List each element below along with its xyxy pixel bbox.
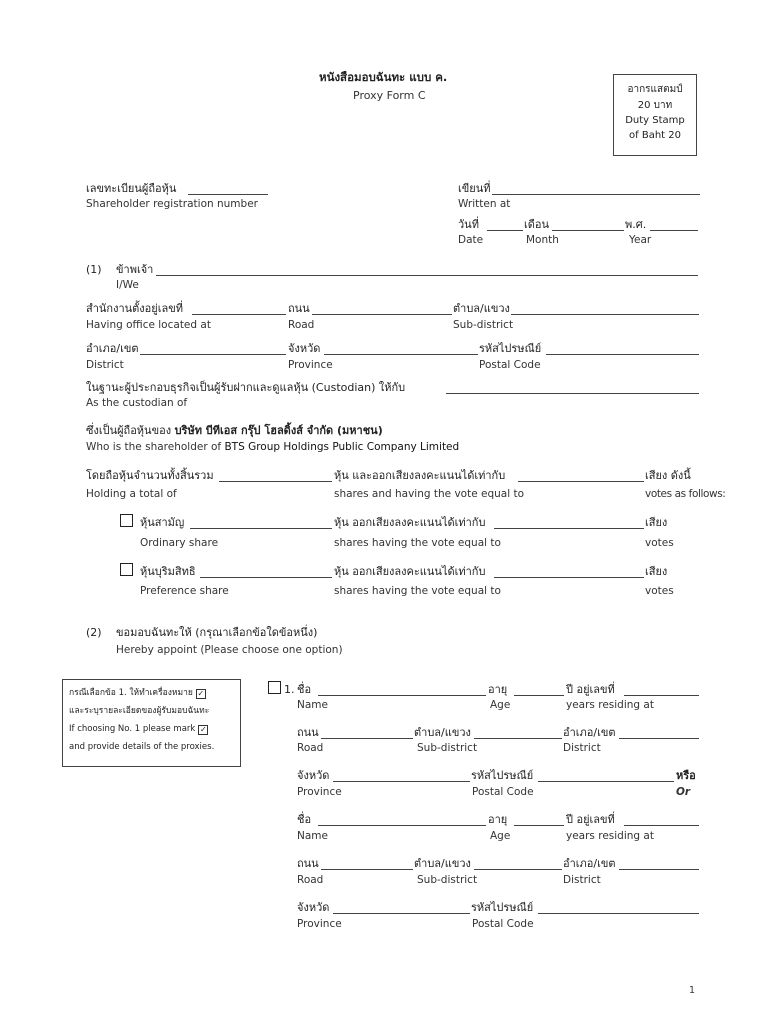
proxy1-subdistrict-field[interactable] xyxy=(474,738,562,739)
ordinary-label-en: Ordinary share xyxy=(140,537,219,549)
written-at-field[interactable] xyxy=(492,194,700,195)
date-day-th: วันที่ xyxy=(458,218,479,231)
date-month-field[interactable] xyxy=(552,230,624,231)
province-field[interactable] xyxy=(324,354,478,355)
ordinary-votes-field[interactable] xyxy=(494,528,644,529)
preference-votes-label-en: votes xyxy=(645,585,674,597)
iwe-label-en: I/We xyxy=(116,279,139,291)
proxy-option1-checkbox[interactable] xyxy=(268,681,281,694)
proxy2-subdistrict-label-en: Sub-district xyxy=(417,874,478,886)
or-label-en: Or xyxy=(676,786,691,798)
proxy1-postal-label-en: Postal Code xyxy=(472,786,534,798)
proxy1-residing-label-th: ปี อยู่เลขที่ xyxy=(566,683,615,696)
proxy1-district-label-en: District xyxy=(563,742,601,754)
proxy1-residing-label-en: years residing at xyxy=(566,699,654,711)
proxy2-postal-field[interactable] xyxy=(538,913,699,914)
instruction-note-box xyxy=(62,679,241,767)
ordinary-votes-label-en: votes xyxy=(645,537,674,549)
holding-label-th: โดยถือหุ้นจำนวนทั้งสิ้นรวม xyxy=(86,469,214,482)
reg-number-field[interactable] xyxy=(188,194,268,195)
proxy1-age-field[interactable] xyxy=(514,695,564,696)
date-day-field[interactable] xyxy=(487,230,523,231)
iwe-label-th: ข้าพเจ้า xyxy=(116,263,154,276)
district-label-en: District xyxy=(86,359,124,371)
holding-total-field[interactable] xyxy=(219,481,332,482)
proxy2-age-label-th: อายุ xyxy=(488,813,508,826)
ordinary-vote-label-th: หุ้น ออกเสียงลงคะแนนได้เท่ากับ xyxy=(334,516,486,529)
section2-number: (2) xyxy=(86,626,102,639)
preference-vote-label-en: shares having the vote equal to xyxy=(334,585,501,597)
stamp-line3: Duty Stamp xyxy=(625,115,685,126)
subdistrict-field[interactable] xyxy=(511,314,699,315)
province-label-th: จังหวัด xyxy=(288,342,321,355)
custodian-label-en: As the custodian of xyxy=(86,397,188,409)
proxy1-age-label-th: อายุ xyxy=(488,683,508,696)
preference-share-checkbox[interactable] xyxy=(120,563,133,576)
proxy2-province-label-th: จังหวัด xyxy=(297,901,330,914)
check-mark-icon: ✓ xyxy=(197,689,205,698)
date-month-en: Month xyxy=(526,234,559,246)
subdistrict-label-en: Sub-district xyxy=(453,319,514,331)
iwe-field[interactable] xyxy=(156,275,698,276)
proxy1-subdistrict-label-th: ตำบล/แขวง xyxy=(414,726,471,739)
proxy2-postal-label-en: Postal Code xyxy=(472,918,534,930)
proxy1-postal-field[interactable] xyxy=(538,781,674,782)
date-year-field[interactable] xyxy=(650,230,698,231)
reg-label-en: Shareholder registration number xyxy=(86,198,258,210)
proxy1-province-label-en: Province xyxy=(297,786,342,798)
duty-stamp-box xyxy=(613,74,697,156)
proxy2-name-field[interactable] xyxy=(318,825,486,826)
custodian-field[interactable] xyxy=(446,393,699,394)
preference-label-th: หุ้นบุริมสิทธิ xyxy=(140,565,196,578)
note-line1-en: If choosing No. 1 please mark ✓ xyxy=(69,724,207,734)
company-name-th: บริษัท บีทีเอส กรุ๊ป โฮลดิ้งส์ จำกัด (มหาชน) xyxy=(174,424,383,437)
postal-label-en: Postal Code xyxy=(479,359,541,371)
ordinary-shares-field[interactable] xyxy=(190,528,332,529)
note-line2-en: and provide details of the proxies. xyxy=(69,742,215,752)
proxy2-province-field[interactable] xyxy=(333,913,470,914)
subdistrict-label-th: ตำบล/แขวง xyxy=(453,302,510,315)
stamp-line2: 20 บาท xyxy=(637,100,673,111)
date-month-th: เดือน xyxy=(524,218,550,231)
appoint-label-th: ขอมอบฉันทะให้ (กรุณาเลือกข้อใดข้อหนึ่ง) xyxy=(116,626,318,639)
shareholder-pre-th: ซึ่งเป็นผู้ถือหุ้นของ xyxy=(86,424,172,437)
shares-vote-label-en: shares and having the vote equal to xyxy=(334,488,525,500)
ordinary-vote-label-en: shares having the vote equal to xyxy=(334,537,501,549)
proxy1-house-number-field[interactable] xyxy=(624,695,699,696)
office-label-en: Having office located at xyxy=(86,319,211,331)
proxy2-name-label-th: ชื่อ xyxy=(297,813,312,826)
road-label-th: ถนน xyxy=(288,302,310,315)
votes-follow-label-th: เสียง ดังนี้ xyxy=(645,469,691,482)
proxy2-district-field[interactable] xyxy=(619,869,699,870)
proxy2-age-label-en: Age xyxy=(490,830,511,842)
proxy2-road-field[interactable] xyxy=(321,869,413,870)
road-field[interactable] xyxy=(312,314,452,315)
proxy2-subdistrict-field[interactable] xyxy=(474,869,562,870)
district-label-th: อำเภอ/เขต xyxy=(86,342,139,355)
stamp-line4: of Baht 20 xyxy=(629,130,681,141)
road-label-en: Road xyxy=(288,319,315,331)
shareholder-of-th xyxy=(86,425,383,436)
proxy2-residing-label-th: ปี อยู่เลขที่ xyxy=(566,813,615,826)
written-at-label-th: เขียนที่ xyxy=(458,182,491,195)
proxy2-district-label-en: District xyxy=(563,874,601,886)
proxy1-province-label-th: จังหวัด xyxy=(297,769,330,782)
shareholder-pre-en: Who is the shareholder of xyxy=(86,441,222,453)
preference-votes-label-th: เสียง xyxy=(645,565,668,578)
note-line2-th: และระบุรายละเอียดของผู้รับมอบฉันทะ xyxy=(69,706,210,716)
date-day-en: Date xyxy=(458,234,484,246)
proxy2-district-label-th: อำเภอ/เขต xyxy=(563,857,616,870)
proxy1-road-label-en: Road xyxy=(297,742,324,754)
preference-votes-field[interactable] xyxy=(494,577,644,578)
proxy2-road-label-th: ถนน xyxy=(297,857,319,870)
proxy2-subdistrict-label-th: ตำบล/แขวง xyxy=(414,857,471,870)
total-votes-field[interactable] xyxy=(518,481,644,482)
proxy1-road-field[interactable] xyxy=(321,738,413,739)
postal-label-th: รหัสไปรษณีย์ xyxy=(479,342,542,355)
proxy2-age-field[interactable] xyxy=(514,825,564,826)
preference-label-en: Preference share xyxy=(140,585,229,597)
district-field[interactable] xyxy=(140,354,286,355)
proxy2-house-number-field[interactable] xyxy=(624,825,699,826)
office-number-field[interactable] xyxy=(192,314,286,315)
preference-vote-label-th: หุ้น ออกเสียงลงคะแนนได้เท่ากับ xyxy=(334,565,486,578)
postal-field[interactable] xyxy=(546,354,699,355)
ordinary-votes-label-th: เสียง xyxy=(645,516,668,529)
custodian-label-th: ในฐานะผู้ประกอบธุรกิจเป็นผู้รับฝากและดูแลหุ้น (Custodian) ให้กับ xyxy=(86,381,406,394)
proxy1-road-label-th: ถนน xyxy=(297,726,319,739)
province-label-en: Province xyxy=(288,359,333,371)
page-number: 1 xyxy=(689,985,696,996)
form-title-en: Proxy Form C xyxy=(353,89,426,102)
proxy2-road-label-en: Road xyxy=(297,874,324,886)
proxy1-name-field[interactable] xyxy=(318,695,486,696)
reg-label-th: เลขทะเบียนผู้ถือหุ้น xyxy=(86,182,177,195)
ordinary-share-checkbox[interactable] xyxy=(120,514,133,527)
proxy1-age-label-en: Age xyxy=(490,699,511,711)
proxy1-province-field[interactable] xyxy=(333,781,470,782)
ordinary-label-th: หุ้นสามัญ xyxy=(140,516,185,529)
form-title-th: หนังสือมอบฉันทะ แบบ ค. xyxy=(319,70,448,84)
proxy1-district-field[interactable] xyxy=(619,738,699,739)
office-label-th: สำนักงานตั้งอยู่เลขที่ xyxy=(86,302,183,315)
note-line1-th: กรณีเลือกข้อ 1. ให้ทำเครื่องหมาย ✓ xyxy=(69,688,205,698)
or-label-th: หรือ xyxy=(676,769,696,782)
shareholder-of-en xyxy=(86,442,459,453)
proxy2-name-label-en: Name xyxy=(297,830,328,842)
date-year-th: พ.ศ. xyxy=(625,218,647,231)
proxy1-postal-label-th: รหัสไปรษณีย์ xyxy=(471,769,534,782)
shares-vote-label-th: หุ้น และออกเสียงลงคะแนนได้เท่ากับ xyxy=(334,469,506,482)
proxy1-district-label-th: อำเภอ/เขต xyxy=(563,726,616,739)
proxy2-postal-label-th: รหัสไปรษณีย์ xyxy=(471,901,534,914)
date-year-en: Year xyxy=(629,234,652,246)
proxy2-province-label-en: Province xyxy=(297,918,342,930)
proxy1-name-label-th: ชื่อ xyxy=(297,683,312,696)
holding-label-en: Holding a total of xyxy=(86,488,177,500)
written-at-label-en: Written at xyxy=(458,198,511,210)
section1-number: (1) xyxy=(86,263,102,276)
check-mark-icon: ✓ xyxy=(199,725,207,734)
proxy1-name-label-en: Name xyxy=(297,699,328,711)
votes-follow-label-en: votes as follows: xyxy=(645,488,726,500)
proxy2-residing-label-en: years residing at xyxy=(566,830,654,842)
company-name-en: BTS Group Holdings Public Company Limited xyxy=(224,441,460,453)
item-number: 1. xyxy=(284,683,295,696)
appoint-label-en: Hereby appoint (Please choose one option) xyxy=(116,644,343,656)
stamp-line1: อากรแสตมป์ xyxy=(627,84,683,95)
preference-shares-field[interactable] xyxy=(200,577,332,578)
proxy1-subdistrict-label-en: Sub-district xyxy=(417,742,478,754)
